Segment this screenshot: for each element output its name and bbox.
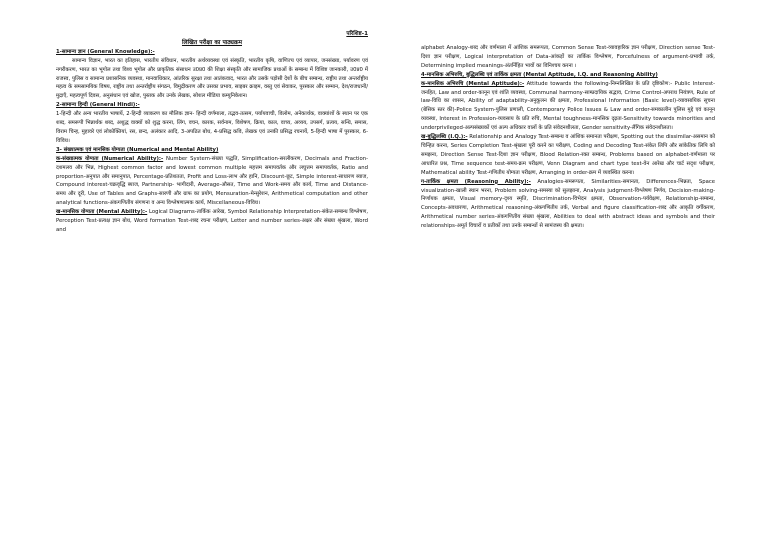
left-column (56, 30, 368, 235)
numerical-ability-text: Number System-संख्या पद्धति, Simplification-सरलीकरण, Decimals and Fraction-दशमलव और भिन्न, Highest common factor and lowest common multiple महत्तम समापवर्तक और लघुत्तम समापवर्तक, Ratio and proportion-अनुपात और समानुपात, Percentage-प्रतिशतता, Profit and Loss-लाभ और हानि, Discount-छूट, Simple interest-साधारण ब्याज, Compound interest-चक्रवृद्धि ब्याज, Partnership- भागीदारी, Average-औसत, Time and Work-समय और कार्य, Time and Distance-समय और दूरी, Use of Tables and Graphs-सारणी और ग्राफ का प्रयोग, Mensuration-मेन्सुरेशन, Arithmetical computation and other analytical functions-अंकगणितीय संगणना व अन्य विश्लेषणात्मक कार्य, Miscellaneous-विविध। (56, 155, 369, 207)
right-column (421, 44, 715, 231)
section-body-numerical-ability (56, 155, 368, 208)
mental-ability-text: Logical Diagrams-तार्किक आरेख, Symbol Relationship Interpretation-संकेत-सम्बन्ध विश्लेषण, Perception Test-प्रत्यक्ष ज्ञान बोध, Word formation Test-शब्द रचना परीक्षण, Letter and number series-अक्षर और संख्या श्रृंखला, Word and (56, 209, 369, 233)
section-heading-numerical-mental: 3- संख्यात्मक एवं मानसिक योग्यता (Numerical and Mental Ability) (56, 146, 219, 153)
section-heading-aptitude-iq-reasoning: 4-मानसिक अभिरुचि, बुद्धिलब्धि एवं तार्किक क्षमता (Mental Aptitude, I.Q. and Reasoning Ability) (421, 71, 658, 78)
subheading-iq: ख-बुद्धिलब्धि (I.Q.):- (421, 134, 468, 141)
appendix-label: परिशिष्ट-1 (346, 31, 368, 37)
section-body-iq (421, 133, 715, 178)
section-body-mental-ability (56, 208, 368, 235)
subheading-mental-aptitude: क-मानसिक अभिरुचि (Mental Aptitude):- (421, 80, 525, 87)
section-heading-general-knowledge: 1-सामान्य ज्ञान (General Knowledge):- (56, 48, 155, 55)
section-body-reasoning-ability (421, 178, 715, 231)
reasoning-ability-text: Analogies-समरूपता, Similarities-समानता, Differences-भिन्नता, Space visualization-खाली स्थान भरना, Problem solving-समस्या को सुलझाना, Analysis judgment-विश्लेषण निर्णय, Decision-making-निर्णायक क्षमता, Visual memory-दृश्य स्मृति, Discrimination-विभेदन क्षमता, Observation-पर्यवेक्षण, Relationship-सम्बन्ध, Concepts-अवधारणा, Arithmetical reasoning-अंकगणितीय तर्क, Verbal and figure classification-शब्द और आकृति वर्गीकरण, Arithmetical number series-अंकगणितीय संख्या श्रृंखला, Abilities to deal with abstract ideas and symbols and their relationships-अमूर्त विचारों व प्रतीकों तथा उनके सम्बन्धों से सामंजस्य की क्षमता। (421, 178, 715, 230)
mental-aptitude-text: Attitude towards the following-निम्नलिखित के प्रति दृष्टिकोण:- Public Interest-जनहित, Law and order-कानून एवं शांति व्यवस्था, Communal harmony-साम्प्रदायिक सद्भाव, Crime Control-अपराध नियंत्रण, Rule of law-विधि का शासन, Ability of adaptability-अनुकूलन की क्षमता, Professional Information (Basic level)-व्यावसायिक सूचना (बेसिक स्तर की)-Police System-पुलिस प्रणाली, Contemporary Police Issues & Law and order-समकालीन पुलिस मुद्दे एवं कानून व्यवस्था, Interest in Profession-व्यवसाय के प्रति रुचि, Mental toughness-मानसिक दृढ़ता-Sensitivity towards minorities and underprivileged-अल्पसंख्यकों एवं अल्प अधिकार वालों के प्रति संवेदनशीलता, Gender sensitivity-लैंगिक संवेदनशीलता। (421, 80, 715, 132)
section-body-mental-ability-continued: alphabet Analogy-शब्द और वर्णमाला में आंशिक समरूपता, Common Sense Test-व्यावहारिक ज्ञान परीक्षण, Direction sense Test-दिशा ज्ञान परीक्षण, Logical interpretation of Data-आंकड़ों का तार्किक विश्लेषण, Forcefulness of argument-प्रभावी तर्क, Determining implied meanings-अंतर्निहित भावों का विनिश्चय करना । (421, 45, 715, 69)
iq-text: Relationship and Analogy Test-सम्बन्ध व आंशिक समानता परीक्षण, Spotting out the dissimilar-असमान को चिन्हित करना, Series Completion Test-श्रृंखला पूरी करने का परीक्षण, Coding and Decoding Test-संकेत लिपि और सांकेतिक लिपि को समझना, Direction Sense Test-दिशा ज्ञान परीक्षण, Blood Relation-रक्त सम्बन्ध, Problems based on alphabet-वर्णमाला पर आधारित प्रश्न, Time sequence test-समय-क्रम परीक्षण, Venn Diagram and chart type test-वेन आरेख और चार्ट सदृश परीक्षण, Mathematical ability Test-गणितीय योग्यता परीक्षण, Arranging in order-क्रम में व्यवस्थित करना। (421, 134, 716, 176)
subheading-numerical-ability: क-संख्यात्मक योग्यता (Numerical Ability):- (56, 155, 164, 162)
document-title: लिखित परीक्षा का पाठ्यक्रम (181, 39, 243, 46)
section-body-general-hindi: 1-हिन्दी और अन्य भारतीय भाषायें, 2-हिन्दी व्याकरण का मौलिक ज्ञान- हिन्दी वर्णमाला, तद्भव-तत्सम, पर्यायवाची, विलोम, अनेकार्थक, वाक्यांशों के स्थान पर एक शब्द, समरूपी भिन्नार्थक शब्द, अशुद्ध वाक्यों को शुद्ध करना, लिंग, वचन, कारक, सर्वनाम, विशेषण, क्रिया, काल, वाच्य, अव्यय, उपसर्ग, प्रत्यय, सन्धि, समास, विराम चिन्ह, मुहावरे एवं लोकोक्तियां, रस, छन्द, अलंकार आदि, 3-अपठित बोध, 4-प्रसिद्ध कवि, लेखक एवं उनकी प्रसिद्ध रचनायें, 5-हिन्दी भाषा में पुरस्कार, 6-विविध। (56, 111, 368, 144)
subheading-mental-ability: ख-मानसिक योग्यता (Mental Ability):- (56, 209, 148, 216)
section-body-mental-aptitude (421, 80, 715, 133)
section-heading-general-hindi: 2-सामान्य हिन्दी (General Hindi):- (56, 102, 140, 109)
section-body-general-knowledge: सामान्य विज्ञान, भारत का इतिहास, भारतीय संविधान, भारतीय अर्थव्यवस्था एवं संस्कृति, भारतीय कृषि, वाणिज्य एवं व्यापार, जनसंख्या, पर्यावरण एवं नगरीकरण, भारत का भूगोल तथा विश्व भूगोल और प्राकृतिक संसाधन उ0प्र0 की शिक्षा संस्कृति और सामाजिक प्रथाओं के सम्बन्ध में विशिष्ट जानकारी, उ0प्र0 में राजस्व, पुलिस व सामान्य प्रशासनिक व्यवस्था, मानवाधिकार, आंतरिक सुरक्षा तथा आतंकवाद, भारत और उसके पड़ोसी देशों के बीच सम्बन्ध, राष्ट्रीय तथा अन्तर्राष्ट्रीय महत्व के समसामयिक विषय, राष्ट्रीय तथा अन्तर्राष्ट्रीय संगठन, विमुद्रीकरण और उसका प्रभाव, साइबर क्राइम, वस्तु एवं सेवाकर, पुरस्कार और सम्मान, देश/राजधानी/मुद्राएँ, महत्वपूर्ण दिवस, अनुसंधान एवं खोज, पुस्तक और उनके लेखक, सोशल मीडिया कम्युनिकेशन। (56, 57, 368, 100)
subheading-reasoning-ability: ग-तार्किक क्षमता (Reasoning Ability):- (421, 178, 531, 185)
